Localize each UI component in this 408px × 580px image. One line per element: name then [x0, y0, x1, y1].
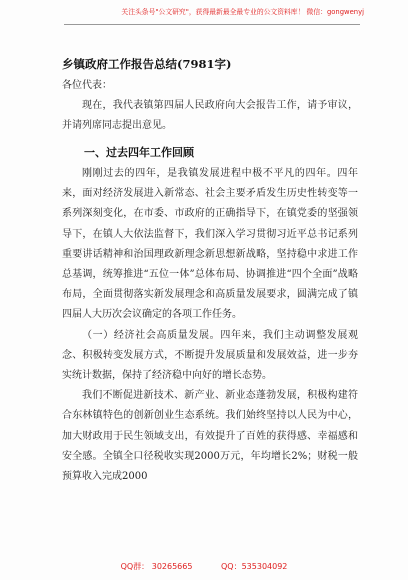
- section-heading: 一、过去四年工作回顾: [84, 146, 194, 159]
- footer-contact: [0, 561, 408, 572]
- paragraph-review: 刚刚过去的四年，是我镇发展进程中极不平凡的四年。四年来，面对经济发展进入新常态、社会主要矛盾发生历史性转变等一系列深刻变化，在市委、市政府的正确指导下，在镇党委的坚强领导下，在镇人大依法监督下，我们深入学习贯彻习近平总书记系列重要讲话精神和治国理政新理念新思想新战略，坚持稳中求进工作总基调，统筹推进“五位一体”总体布局、协调推进“四个全面”战略布局，全面贯彻落实新发展理念和高质量发展要求，圆满完成了镇四届人大历次会议确定的各项工作任务。: [62, 168, 358, 321]
- footer-qq: QQ：535304092: [221, 562, 288, 571]
- paragraph-innovation: 我们不断促进新技术、新产业、新业态蓬勃发展，积极构建符合东林镇特色的创新创业生态系统。我们始终坚持以人民为中心，加大财政用于民生领域支出，有效提升了百姓的获得感、幸福感和安全感。全镇全口径税收实现2000万元，年均增长2%；财税一般预算收入完成2000: [62, 390, 358, 483]
- salutation: 各位代表：: [62, 80, 112, 91]
- header-divider: [64, 24, 360, 25]
- footer-qq-group: QQ群： 30265665: [120, 562, 193, 571]
- paragraph-economy: （一）经济社会高质量发展。四年来，我们主动调整发展观念、积极转变发展方式，不断提升发展质量和发展效益，进一步夯实统计数据，保持了经济稳中向好的增长态势。: [62, 329, 358, 382]
- intro-block: [62, 96, 358, 136]
- header-banner: 关注头条号"公文研究"，获得最新最全最专业的公文资料库！ 微信：gongwenyj: [121, 8, 364, 16]
- intro-paragraph: 现在，我代表镇第四届人民政府向大会报告工作，请予审议，并请列席同志提出意见。: [62, 100, 358, 132]
- body-block: [62, 164, 358, 487]
- document-title: 乡镇政府工作报告总结(7981字): [62, 57, 232, 71]
